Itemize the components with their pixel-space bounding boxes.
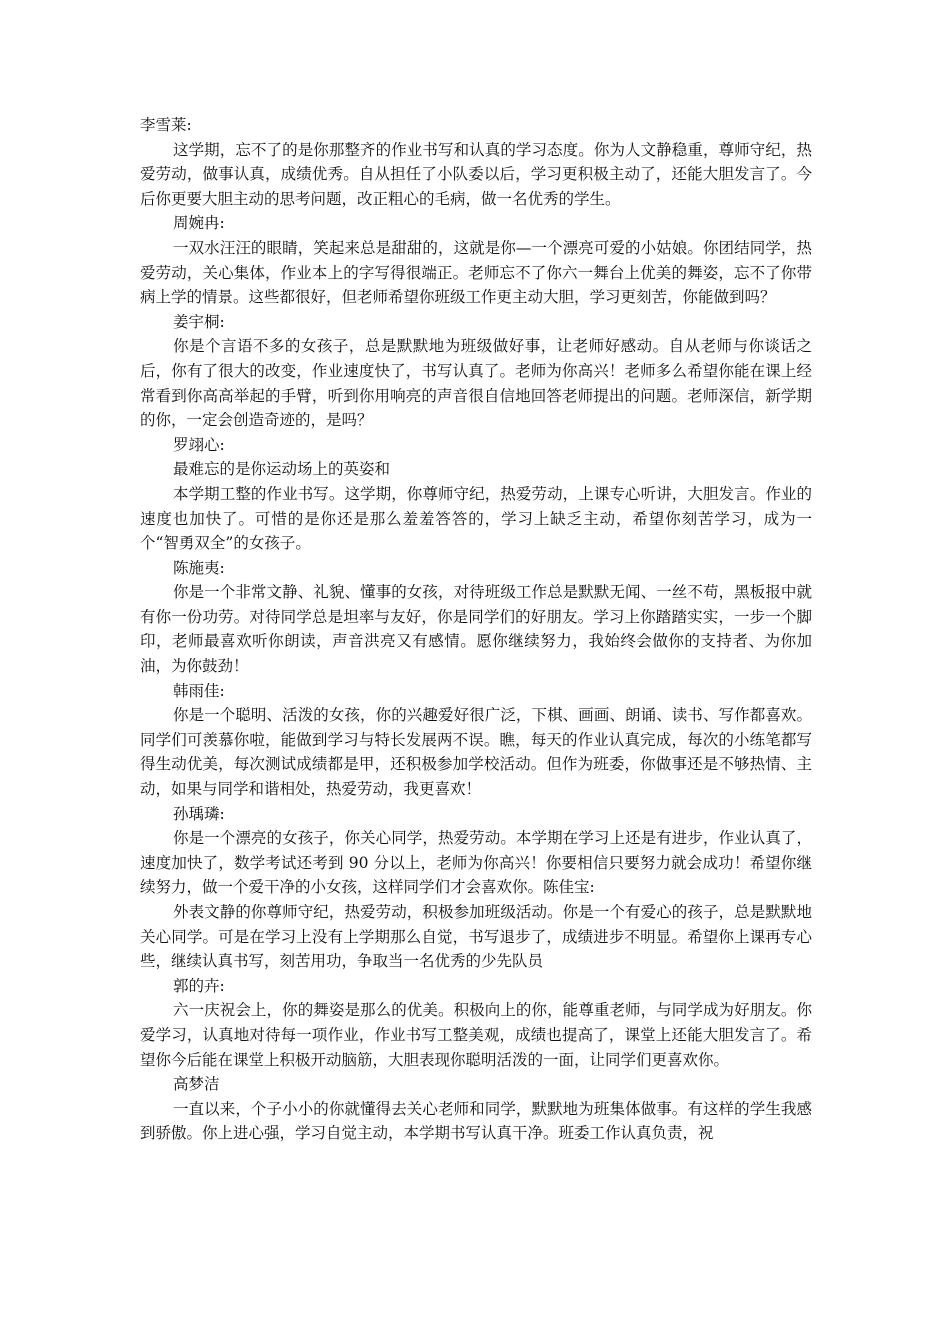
student-name-heading: 李雪莱: <box>140 116 192 134</box>
comment-paragraph: 外表文静的你尊师守纪，热爱劳动，积极参加班级活动。你是一个有爱心的孩子，总是默默地关心同学。可是在学习上没有上学期那么自觉，书写退步了，成绩进步不明显。希望你上课再专心些，继续认真书写，刻苦用功，争取当一名优秀的少先队员 <box>140 903 812 971</box>
student-name-heading: 陈施夷: <box>173 558 225 577</box>
comment-paragraph: 这学期，忘不了的是你那整齐的作业书写和认真的学习态度。你为人文静稳重，尊师守纪，热爱劳动，做事认真，成绩优秀。自从担任了小队委以后，学习更积极主动了，还能大胆发言了。今后你更要大胆主动的思考问题，改正粗心的毛病，做一名优秀的学生。 <box>140 140 812 208</box>
comment-paragraph: 最难忘的是你运动场上的英姿和 <box>173 460 391 479</box>
comment-paragraph: 一双水汪汪的眼睛，笑起来总是甜甜的，这就是你—一个漂亮可爱的小姑娘。你团结同学，热爱劳动，关心集体，作业本上的字写得很端正。老师忘不了你六一舞台上优美的舞姿，忘不了你带病上学的情景。这些都很好，但老师希望你班级工作更主动大胆，学习更刻苦，你能做到吗？ <box>140 238 812 307</box>
student-name-heading: 罗翊心: <box>173 435 225 454</box>
comment-paragraph: 一直以来，个子小小的你就懂得去关心老师和同学，默默地为班集体做事。有这样的学生我感到骄傲。你上进心强，学习自觉主动，本学期书写认真干净。班委工作认真负责，祝 <box>140 1099 812 1143</box>
comment-paragraph: 六一庆祝会上，你的舞姿是那么的优美。积极向上的你，能尊重老师，与同学成为好朋友。你爱学习，认真地对待每一项作业，作业书写工整美观，成绩也提高了，课堂上还能大胆发言了。希望你今后能在课堂上积极开动脑筋，大胆表现你聪明活泼的一面，让同学们更喜欢你。 <box>140 1001 812 1069</box>
comment-paragraph: 本学期工整的作业书写。这学期，你尊师守纪，热爱劳动，上课专心听讲，大胆发言。作业的速度也加快了。可惜的是你还是那么羞羞答答的，学习上缺乏主动，希望你刻苦学习，成为一个“智勇双全”的女孩子。 <box>140 484 812 553</box>
document-page <box>140 113 812 1146</box>
student-name-heading: 郭的卉: <box>173 976 225 995</box>
student-name-heading: 韩雨佳: <box>173 681 225 700</box>
student-name-heading: 周婉冉: <box>173 214 225 233</box>
student-name-heading: 姜宇桐: <box>173 312 225 331</box>
comment-paragraph: 你是个言语不多的女孩子，总是默默地为班级做好事，让老师好感动。自从老师与你谈话之后，你有了很大的改变，作业速度快了，书写认真了。老师为你高兴！老师多么希望你能在课上经常看到你高高举起的手臂，听到你用响亮的声音很自信地回答老师提出的问题。老师深信，新学期的你，一定会创造奇迹的，是吗？ <box>140 337 812 430</box>
student-name-heading: 孙瑀璘: <box>173 804 225 823</box>
comment-paragraph: 你是一个聪明、活泼的女孩，你的兴趣爱好很广泛，下棋、画画、朗诵、读书、写作都喜欢。同学们可羡慕你啦，能做到学习与特长发展两不误。瞧，每天的作业认真完成，每次的小练笔都写得生动优美，每次测试成绩都是甲，还积极参加学校活动。但作为班委，你做事还是不够热情、主动，如果与同学和谐相处，热爱劳动，我更喜欢！ <box>140 706 812 799</box>
comment-paragraph: 你是一个非常文静、礼貌、懂事的女孩，对待班级工作总是默默无闻、一丝不苟，黑板报中就有你一份功劳。对待同学总是坦率与友好，你是同学们的好朋友。学习上你踏踏实实，一步一个脚印，老师最喜欢听你朗读，声音洪亮又有感情。愿你继续努力，我始终会做你的支持者、为你加油，为你鼓劲！ <box>140 583 812 676</box>
student-name-heading: 高梦洁 <box>173 1075 220 1094</box>
comment-paragraph: 你是一个漂亮的女孩子，你关心同学，热爱劳动。本学期在学习上还是有进步，作业认真了，速度加快了，数学考试还考到 90 分以上，老师为你高兴！你要相信只要努力就会成功！希望你继续努力，做一个爱干净的小女孩，这样同学们才会喜欢你。陈佳宝: <box>140 829 812 897</box>
